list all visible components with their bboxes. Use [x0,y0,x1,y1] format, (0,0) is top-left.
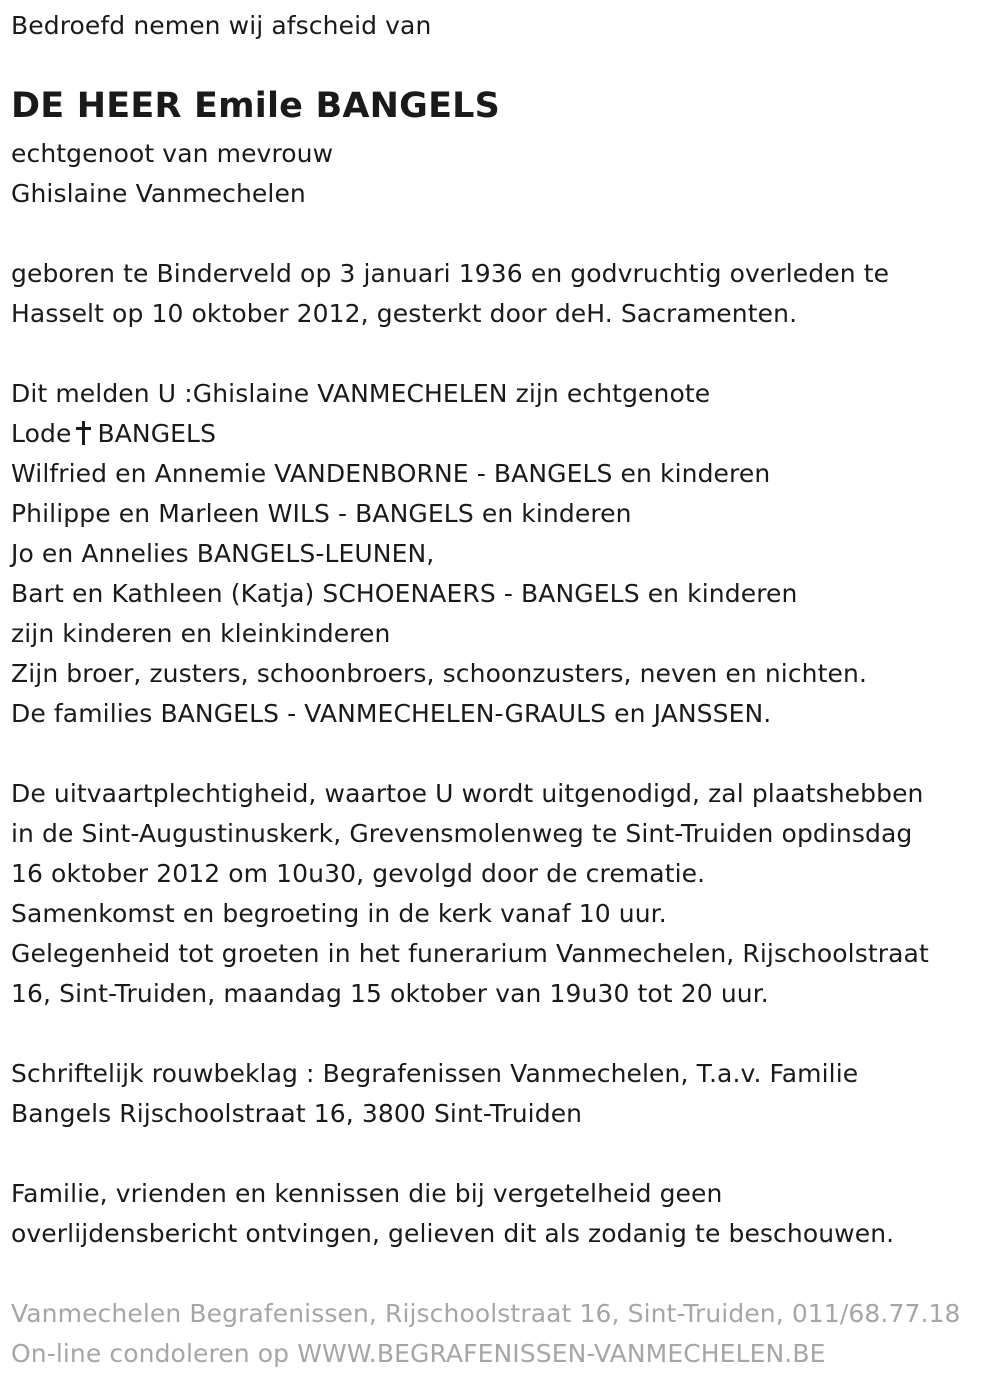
family-line: Dit melden U :Ghislaine VANMECHELEN zijn echtgenote [11,379,711,408]
family-line: Bart en Kathleen (Katja) SCHOENAERS - BANGELS en kinderen [11,579,798,608]
footer-block [11,1294,961,1374]
family-line: Zijn broer, zusters, schoonbroers, schoonzusters, neven en nichten. [11,659,867,688]
cross-icon [75,421,93,445]
funeral-line: in de Sint-Augustinuskerk, Grevensmolenweg te Sint-Truiden opdinsdag [11,819,913,848]
spouse-name: Ghislaine Vanmechelen [11,179,306,208]
family-line: zijn kinderen en kleinkinderen [11,619,391,648]
condolence-line: Bangels Rijschoolstraat 16, 3800 Sint-Truiden [11,1099,583,1128]
lode-last-name: BANGELS [97,419,217,448]
funeral-line: De uitvaartplechtigheid, waartoe U wordt uitgenodigd, zal plaatshebben [11,779,924,808]
condolence-line: Schriftelijk rouwbeklag : Begrafenissen Vanmechelen, T.a.v. Familie [11,1059,859,1088]
notice-line: overlijdensbericht ontvingen, gelieven dit als zodanig te beschouwen. [11,1219,895,1248]
spouse-block [11,134,333,214]
spouse-line: echtgenoot van mevrouw [11,139,334,168]
birth-death-line: geboren te Binderveld op 3 januari 1936 en godvruchtig overleden te [11,259,890,288]
funeral-block [11,774,929,1014]
family-block [11,374,867,734]
family-line: Philippe en Marleen WILS - BANGELS en kinderen [11,499,632,528]
family-line-lode [11,414,867,454]
footer-website: On-line condoleren op WWW.BEGRAFENISSEN-VANMECHELEN.BE [11,1339,826,1368]
family-line: Jo en Annelies BANGELS-LEUNEN, [11,539,435,568]
notice-line: Familie, vrienden en kennissen die bij vergetelheid geen [11,1179,723,1208]
funeral-line: 16, Sint-Truiden, maandag 15 oktober van 19u30 tot 20 uur. [11,979,769,1008]
birth-death-block [11,254,889,334]
lode-first-name: Lode [11,419,72,448]
birth-death-line: Hasselt op 10 oktober 2012, gesterkt door deH. Sacramenten. [11,299,798,328]
funeral-line: 16 oktober 2012 om 10u30, gevolgd door de crematie. [11,859,706,888]
funeral-line: Samenkomst en begroeting in de kerk vanaf 10 uur. [11,899,667,928]
deceased-name: DE HEER Emile BANGELS [11,86,501,126]
family-line: De families BANGELS - VANMECHELEN-GRAULS en JANSSEN. [11,699,772,728]
notice-block [11,1174,894,1254]
footer-address: Vanmechelen Begrafenissen, Rijschoolstraat 16, Sint-Truiden, 011/68.77.18 [11,1299,961,1328]
family-line: Wilfried en Annemie VANDENBORNE - BANGELS en kinderen [11,459,771,488]
funeral-line: Gelegenheid tot groeten in het funerarium Vanmechelen, Rijschoolstraat [11,939,929,968]
condolence-block [11,1054,858,1134]
intro-text: Bedroefd nemen wij afscheid van [11,11,432,40]
